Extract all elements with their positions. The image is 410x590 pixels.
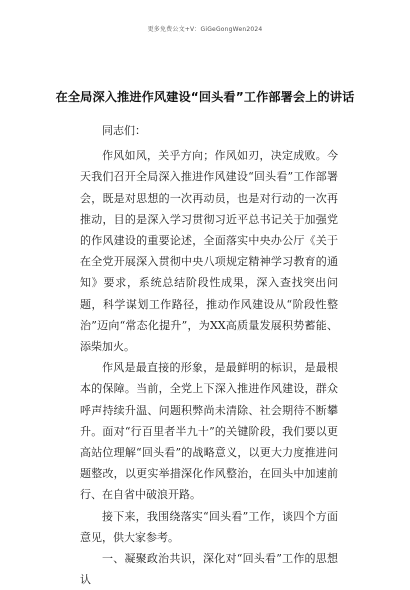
salutation: 同志们： [102,124,146,137]
paragraph-3: 接下来，我围绕落实“回头看”工作，谈四个方面意见，供大家参考。 [80,509,338,544]
document-title: 在全局深入推进作风建设“回头看”工作部署会上的讲话 [55,90,355,104]
header-note: 更多免费公文+V：GiGeGongWen2024 [147,26,263,33]
document-body [80,120,338,590]
paragraph-4: 一、凝聚政治共识，深化对“回头看”工作的思想认 [80,552,338,587]
paragraph-1: 作风如风，关乎方向；作风如刃，决定成败。今天我们召开全局深入推进作风建设“回头看”工作部署会，既是对思想的一次再动员，也是对行动的一次再推动，目的是深入学习贯彻习近平总书记关于加强党的作风建设的重要论述，全面落实中央办公厅《关于在全党开展深入贯彻中央八项规定精神学习教育的通知》要求，系统总结阶段性成果，深入查找突出问题，科学谋划工作路径，推动作风建设从“阶段性整治”迈向“常态化提升”，为XX高质量发展积势蓄能、添柴加火。 [80,149,338,354]
paragraph-2: 作风是最直接的形象，是最鲜明的标识，是最根本的保障。当前，全党上下深入推进作风建设，群众呼声持续升温、问题积弊尚未清除、社会期待不断攀升。面对“行百里者半九十”的关键阶段，我们要以更高站位理解“回头看”的战略意义，以更大力度推进问题整改，以更实举措深化作风整治，在回头中加速前行、在自省中破浪开路。 [80,361,338,502]
